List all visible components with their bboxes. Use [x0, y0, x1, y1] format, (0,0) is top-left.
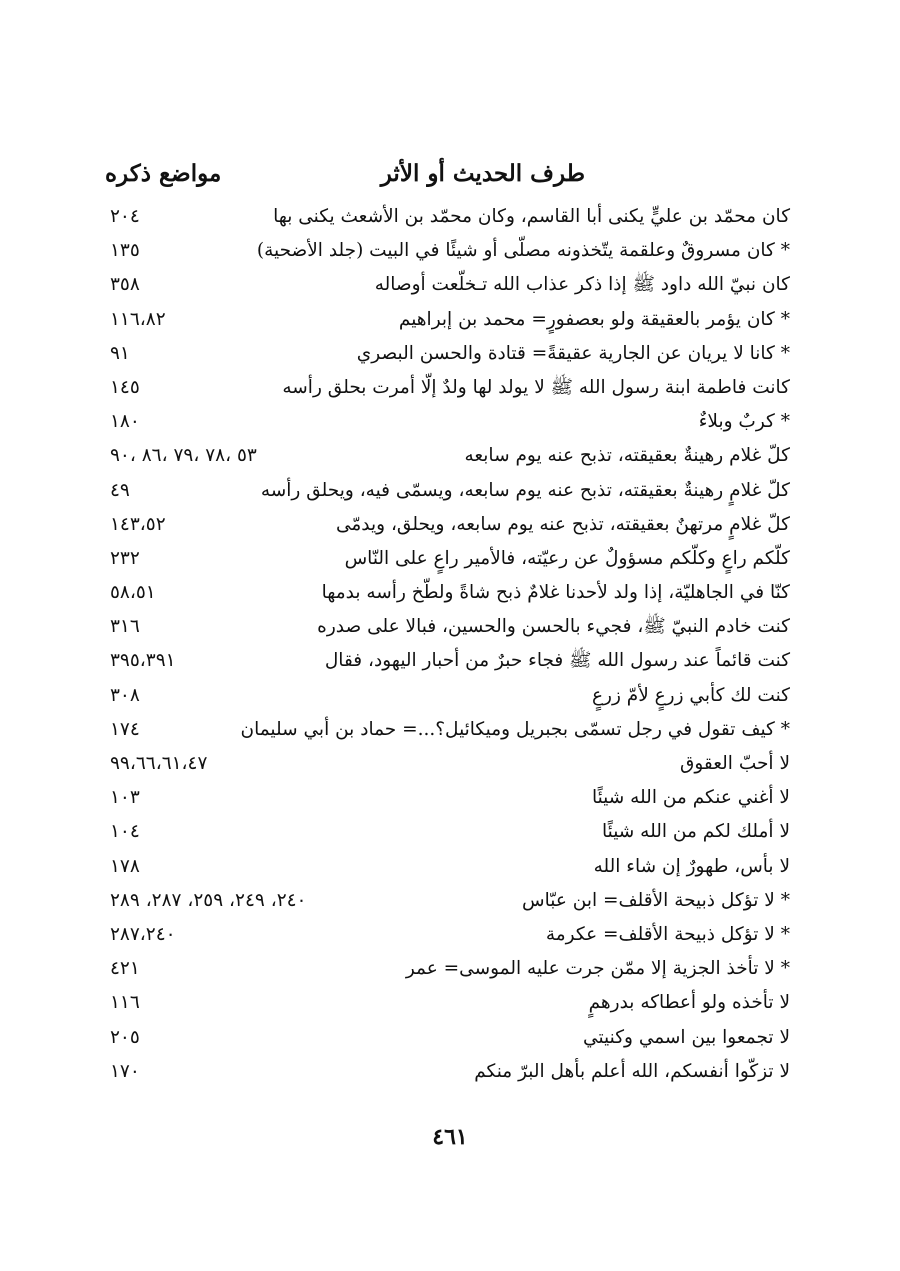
text-column-header: طرف الحديث أو الأثر [380, 160, 585, 187]
index-entry [110, 371, 790, 405]
index-entry [110, 337, 790, 371]
entry-text: كنت لك كأبي زرعٍ لأمّ زرعٍ [591, 684, 790, 706]
index-entry [110, 918, 790, 952]
index-entry [110, 268, 790, 302]
index-entry [110, 542, 790, 576]
entry-locations: ٢٣٢ [110, 547, 140, 569]
index-entry [110, 405, 790, 439]
index-entry [110, 474, 790, 508]
entry-locations: ٣٥٨ [110, 274, 140, 296]
index-entry [110, 644, 790, 678]
entry-text: * كربٌ وبلاءٌ [698, 411, 790, 433]
entry-text: * لا تأخذ الجزية إلا ممّن جرت عليه الموسى= عمر [405, 958, 790, 980]
entry-locations: ١٤٥ [110, 376, 140, 398]
entry-text: * كيف تقول في رجل تسمّى بجبريل وميكائيل؟...= حماد بن أبي سليمان [240, 718, 790, 740]
entry-text: كانت فاطمة ابنة رسول الله ﷺ لا يولد لها ولدٌ إلّا أمرت بحلق رأسه [282, 376, 790, 398]
index-entry [110, 576, 790, 610]
entry-text: لا تجمعوا بين اسمي وكنيتي [583, 1026, 790, 1048]
index-entry [110, 439, 790, 473]
index-entry [110, 747, 790, 781]
entry-locations: ١٠٣ [110, 787, 140, 809]
entry-text: كلّ غلامٍ رهينةٌ بعقيقته، تذبح عنه يوم سابعه، ويسمّى فيه، ويحلق رأسه [260, 479, 790, 501]
entry-locations: ٣١٦ [110, 616, 140, 638]
entry-text: كلّ غلام رهينةٌ بعقيقته، تذبح عنه يوم سابعه [464, 445, 790, 467]
entry-locations: ٥٨،٥١ [110, 582, 156, 604]
index-entry [110, 679, 790, 713]
entry-text: لا تزكّوا أنفسكم، الله أعلم بأهل البرّ منكم [474, 1060, 790, 1082]
index-entry [110, 1055, 790, 1089]
entry-locations: ٣٠٨ [110, 684, 140, 706]
entry-text: كنّا في الجاهليّة، إذا ولد لأحدنا غلامٌ ذبح شاةً ولطّخ رأسه بدمها [321, 582, 790, 604]
index-entry [110, 815, 790, 849]
entry-text: لا أحبّ العقوق [679, 753, 790, 774]
index-entry [110, 850, 790, 884]
entry-locations: ٢٠٤ [110, 206, 140, 227]
page-number: ٤٦١ [432, 1124, 468, 1150]
index-entries [110, 200, 790, 1089]
entry-locations: ٤٩ [110, 479, 130, 501]
index-entry [110, 781, 790, 815]
entry-locations: ١٣٥ [110, 240, 140, 262]
entry-locations: ١٧٠ [110, 1060, 140, 1082]
entry-text: كنت خادم النبيّ ﷺ، فجيء بالحسن والحسين، فبالا على صدره [317, 616, 790, 638]
index-entry [110, 713, 790, 747]
entry-locations: ٩١ [110, 342, 130, 364]
entry-text: لا أملك لكم من الله شيئًا [602, 821, 790, 843]
entry-text: كلّ غلامٍ مرتهنٌ بعقيقته، تذبح عنه يوم سابعه، ويحلق، ويدمّى [335, 513, 790, 535]
entry-text: لا أغني عنكم من الله شيئًا [591, 787, 790, 809]
entry-locations: ١٠٤ [110, 821, 140, 843]
index-entry [110, 952, 790, 986]
entry-locations: ١٤٣،٥٢ [110, 513, 166, 535]
entry-text: لا تأخذه ولو أعطاكه بدرهمٍ [588, 992, 790, 1014]
index-entry [110, 884, 790, 918]
entry-locations: ٥٣ ،٧٨ ،٧٩ ،٨٦ ،٩٠ [110, 445, 257, 467]
entry-locations: ٢٨٧،٢٤٠ [110, 923, 176, 945]
entry-text: كان نبيّ الله داود ﷺ إذا ذكر عذاب الله تـخلّعت أوصاله [374, 274, 790, 296]
entry-text: * لا تؤكل ذبيحة الأقلف= ابن عبّاس [522, 889, 790, 911]
table-header [105, 160, 785, 200]
index-entry [110, 1021, 790, 1055]
entry-text: لا بأس، طهورٌ إن شاء الله [593, 855, 790, 877]
entry-text: * كانا لا يريان عن الجارية عقيقةً= قتادة والحسن البصري [356, 342, 790, 364]
entry-locations: ١٨٠ [110, 411, 140, 433]
entry-text: * كان مسروقٌ وعلقمة يتّخذونه مصلّى أو شيئًا في البيت (جلد الأضحية) [256, 240, 790, 262]
entry-locations: ٢٠٥ [110, 1026, 140, 1048]
entry-locations: ١١٦ [110, 992, 140, 1014]
index-entry [110, 200, 790, 234]
entry-locations: ١١٦،٨٢ [110, 308, 166, 330]
entry-text: * لا تؤكل ذبيحة الأقلف= عكرمة [545, 923, 790, 945]
entry-locations: ١٧٨ [110, 855, 140, 877]
index-entry [110, 986, 790, 1020]
entry-text: كنت قائماً عند رسول الله ﷺ فجاء حبرٌ من أحبار اليهود، فقال [324, 650, 790, 672]
entry-locations: ٤٢١ [110, 958, 140, 980]
entry-text: * كان يؤمر بالعقيقة ولو بعصفورٍ= محمد بن إبراهيم [398, 308, 790, 330]
index-entry [110, 234, 790, 268]
index-entry [110, 610, 790, 644]
entry-locations: ١٧٤ [110, 718, 140, 740]
locations-column-header: مواضع ذكره [105, 160, 222, 187]
entry-locations: ٣٩٥،٣٩١ [110, 650, 176, 672]
index-entry [110, 508, 790, 542]
entry-text: كان محمّد بن عليٍّ يكنى أبا القاسم، وكان محمّد بن الأشعث يكنى بها [273, 206, 790, 227]
index-entry [110, 303, 790, 337]
entry-locations: ٢٤٠، ٢٤٩، ٢٥٩، ٢٨٧، ٢٨٩ [110, 889, 307, 911]
entry-locations: ٩٩،٦٦،٦١،٤٧ [110, 753, 208, 774]
entry-text: كلّكم راعٍ وكلّكم مسؤولٌ عن رعيّته، فالأمير راعٍ على النّاس [344, 547, 790, 569]
